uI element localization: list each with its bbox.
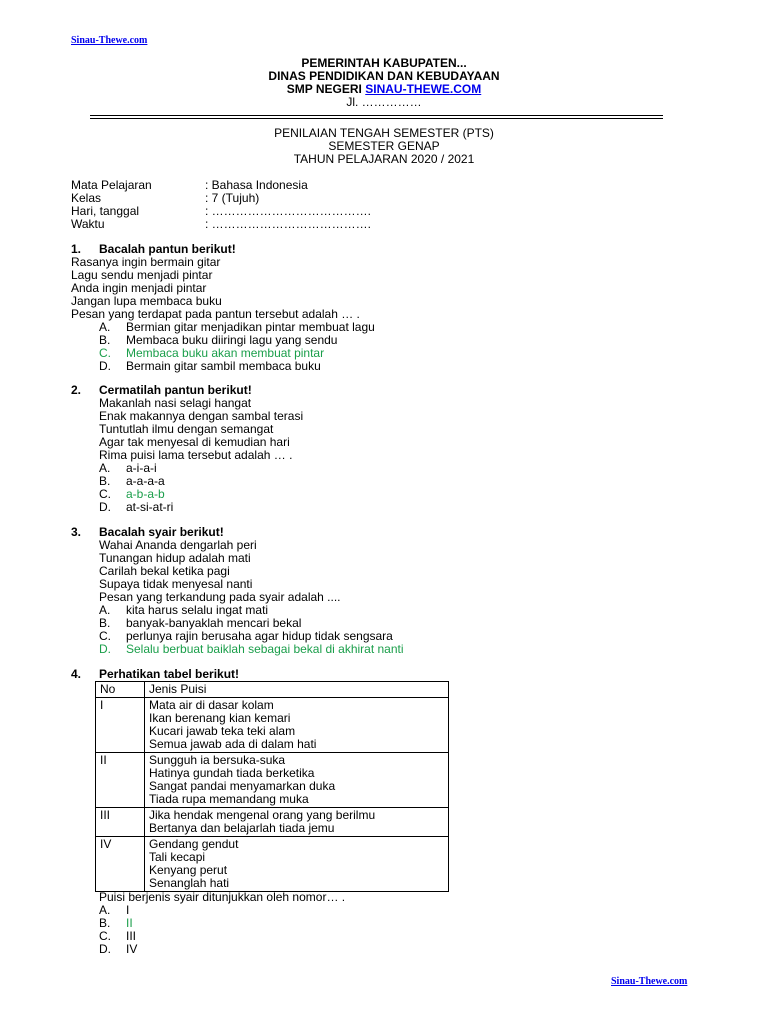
q3-poem-line: Carilah bekal ketika pagi <box>99 564 230 578</box>
table-row <box>96 753 449 808</box>
q3-option-letter: A. <box>99 603 111 617</box>
q2-poem-line: Enak makannya dengan sambal terasi <box>99 409 304 423</box>
q1-poem-line: Rasanya ingin bermain gitar <box>71 255 221 269</box>
q3-option-text: banyak-banyaklah mencari bekal <box>126 616 302 630</box>
q4-option-letter: D. <box>99 942 111 956</box>
q1-instruction: Bacalah pantun berikut! <box>99 242 236 256</box>
q4-option-text: III <box>126 929 137 943</box>
q2-question: Rima puisi lama tersebut adalah … . <box>99 448 293 462</box>
q3-number: 3. <box>71 525 82 539</box>
table-header-row <box>96 682 449 698</box>
q2-option-letter: C. <box>99 487 111 501</box>
table-cell-no: III <box>96 808 145 837</box>
identity-value: : …………………………………. <box>205 204 372 218</box>
q1-poem-line: Anda ingin menjadi pintar <box>71 281 207 295</box>
poem-line: Jika hendak mengenal orang yang berilmu <box>149 808 376 822</box>
header-address: Jl. …………… <box>346 95 422 109</box>
q3-question: Pesan yang terkandung pada syair adalah .... <box>99 590 341 604</box>
identity-label: Mata Pelajaran <box>71 178 152 192</box>
q3-option-letter: C. <box>99 629 111 643</box>
q3-option-letter: B. <box>99 616 111 630</box>
table-cell-poem <box>145 808 449 837</box>
q1-question: Pesan yang terdapat pada pantun tersebut adalah … . <box>71 307 360 321</box>
q4-option-letter: A. <box>99 903 111 917</box>
poem-table <box>95 681 449 892</box>
q3-option-text: kita harus selalu ingat mati <box>126 603 269 617</box>
poem-line: Sangat pandai menyamarkan duka <box>149 779 336 793</box>
header-line-1: PEMERINTAH KABUPATEN... <box>301 56 467 70</box>
poem-line: Sungguh ia bersuka-suka <box>149 753 286 767</box>
q2-poem-line: Tuntutlah ilmu dengan semangat <box>99 422 274 436</box>
poem-line: Hatinya gundah tiada berketika <box>149 766 315 780</box>
identity-value: : 7 (Tujuh) <box>205 191 260 205</box>
poem-line: Bertanya dan belajarlah tiada jemu <box>149 821 335 835</box>
table-row <box>96 808 449 837</box>
q4-option-letter: B. <box>99 916 111 930</box>
table-row <box>96 837 449 892</box>
q2-option-text: a-a-a-a <box>126 474 165 488</box>
header-line-2: DINAS PENDIDIKAN DAN KEBUDAYAAN <box>268 69 500 83</box>
site-link-top[interactable]: Sinau-Thewe.com <box>71 35 148 46</box>
q3-poem-line: Tunangan hidup adalah mati <box>99 551 251 565</box>
q1-option-letter: D. <box>99 359 111 373</box>
exam-year: TAHUN PELAJARAN 2020 / 2021 <box>293 152 475 166</box>
q4-number: 4. <box>71 667 82 681</box>
table-header-jenis: Jenis Puisi <box>145 682 449 698</box>
school-prefix: SMP NEGERI <box>286 82 366 96</box>
q3-poem-line: Wahai Ananda dengarlah peri <box>99 538 257 552</box>
q2-instruction: Cermatilah pantun berikut! <box>99 383 252 397</box>
poem-line: Semua jawab ada di dalam hati <box>149 737 317 751</box>
q2-option-letter: A. <box>99 461 111 475</box>
q2-poem-line: Makanlah nasi selagi hangat <box>99 396 252 410</box>
site-link-bottom[interactable]: Sinau-Thewe.com <box>611 976 688 987</box>
q2-option-text: a-i-a-i <box>126 461 157 475</box>
q4-option-text: IV <box>126 942 138 956</box>
q1-option-letter: A. <box>99 320 111 334</box>
q2-poem-line: Agar tak menyesal di kemudian hari <box>99 435 290 449</box>
q4-instruction: Perhatikan tabel berikut! <box>99 667 240 681</box>
q2-number: 2. <box>71 383 82 397</box>
q4-option-text-answer: II <box>126 916 133 930</box>
identity-label: Kelas <box>71 191 102 205</box>
identity-label: Hari, tanggal <box>71 204 140 218</box>
q2-option-letter: B. <box>99 474 111 488</box>
school-link[interactable]: SINAU-THEWE.COM <box>365 82 482 96</box>
poem-line: Senanglah hati <box>149 876 230 890</box>
poem-line: Kenyang perut <box>149 863 228 877</box>
q1-option-text-answer: Membaca buku akan membuat pintar <box>126 346 325 360</box>
poem-line: Tiada rupa memandang muka <box>149 792 309 806</box>
q2-option-text-answer: a-b-a-b <box>126 487 165 501</box>
poem-line: Tali kecapi <box>149 850 206 864</box>
q4-option-letter: C. <box>99 929 111 943</box>
identity-label: Waktu <box>71 217 105 231</box>
q1-poem-line: Lagu sendu menjadi pintar <box>71 268 213 282</box>
table-row <box>96 698 449 753</box>
q1-option-text: Bermain gitar sambil membaca buku <box>126 359 321 373</box>
q3-poem-line: Supaya tidak menyesal nanti <box>99 577 253 591</box>
q3-instruction: Bacalah syair berikut! <box>99 525 224 539</box>
q4-question: Puisi berjenis syair ditunjukkan oleh nomor… . <box>99 890 346 904</box>
header-rule-bottom <box>90 118 663 119</box>
q1-option-letter-answer: C. <box>99 346 111 360</box>
q3-option-text: perlunya rajin berusaha agar hidup tidak sengsara <box>126 629 393 643</box>
table-cell-poem <box>145 753 449 808</box>
table-header-no: No <box>96 682 145 698</box>
q2-option-text: at-si-at-ri <box>126 500 174 514</box>
poem-line: Gendang gendut <box>149 837 239 851</box>
poem-line: Mata air di dasar kolam <box>149 698 274 712</box>
identity-value: : …………………………………. <box>205 217 372 231</box>
table-cell-no: IV <box>96 837 145 892</box>
q1-poem-line: Jangan lupa membaca buku <box>71 294 222 308</box>
poem-line: Kucari jawab teka teki alam <box>149 724 296 738</box>
q1-option-text: Membaca buku diiringi lagu yang sendu <box>126 333 338 347</box>
q3-option-letter-answer: D. <box>99 642 111 656</box>
q4-option-text: I <box>126 903 130 917</box>
q1-number: 1. <box>71 242 82 256</box>
identity-value: : Bahasa Indonesia <box>205 178 308 192</box>
exam-semester: SEMESTER GENAP <box>328 139 440 153</box>
header-rule-top <box>90 115 663 116</box>
table-cell-poem <box>145 837 449 892</box>
exam-title: PENILAIAN TENGAH SEMESTER (PTS) <box>274 126 494 140</box>
q2-option-letter: D. <box>99 500 111 514</box>
poem-line: Ikan berenang kian kemari <box>149 711 291 725</box>
header-line-3 <box>0 83 768 95</box>
table-cell-no: I <box>96 698 145 753</box>
q1-option-text: Bermian gitar menjadikan pintar membuat lagu <box>126 320 375 334</box>
table-cell-no: II <box>96 753 145 808</box>
q1-option-letter: B. <box>99 333 111 347</box>
q3-option-text-answer: Selalu berbuat baiklah sebagai bekal di akhirat nanti <box>126 642 404 656</box>
table-cell-poem <box>145 698 449 753</box>
